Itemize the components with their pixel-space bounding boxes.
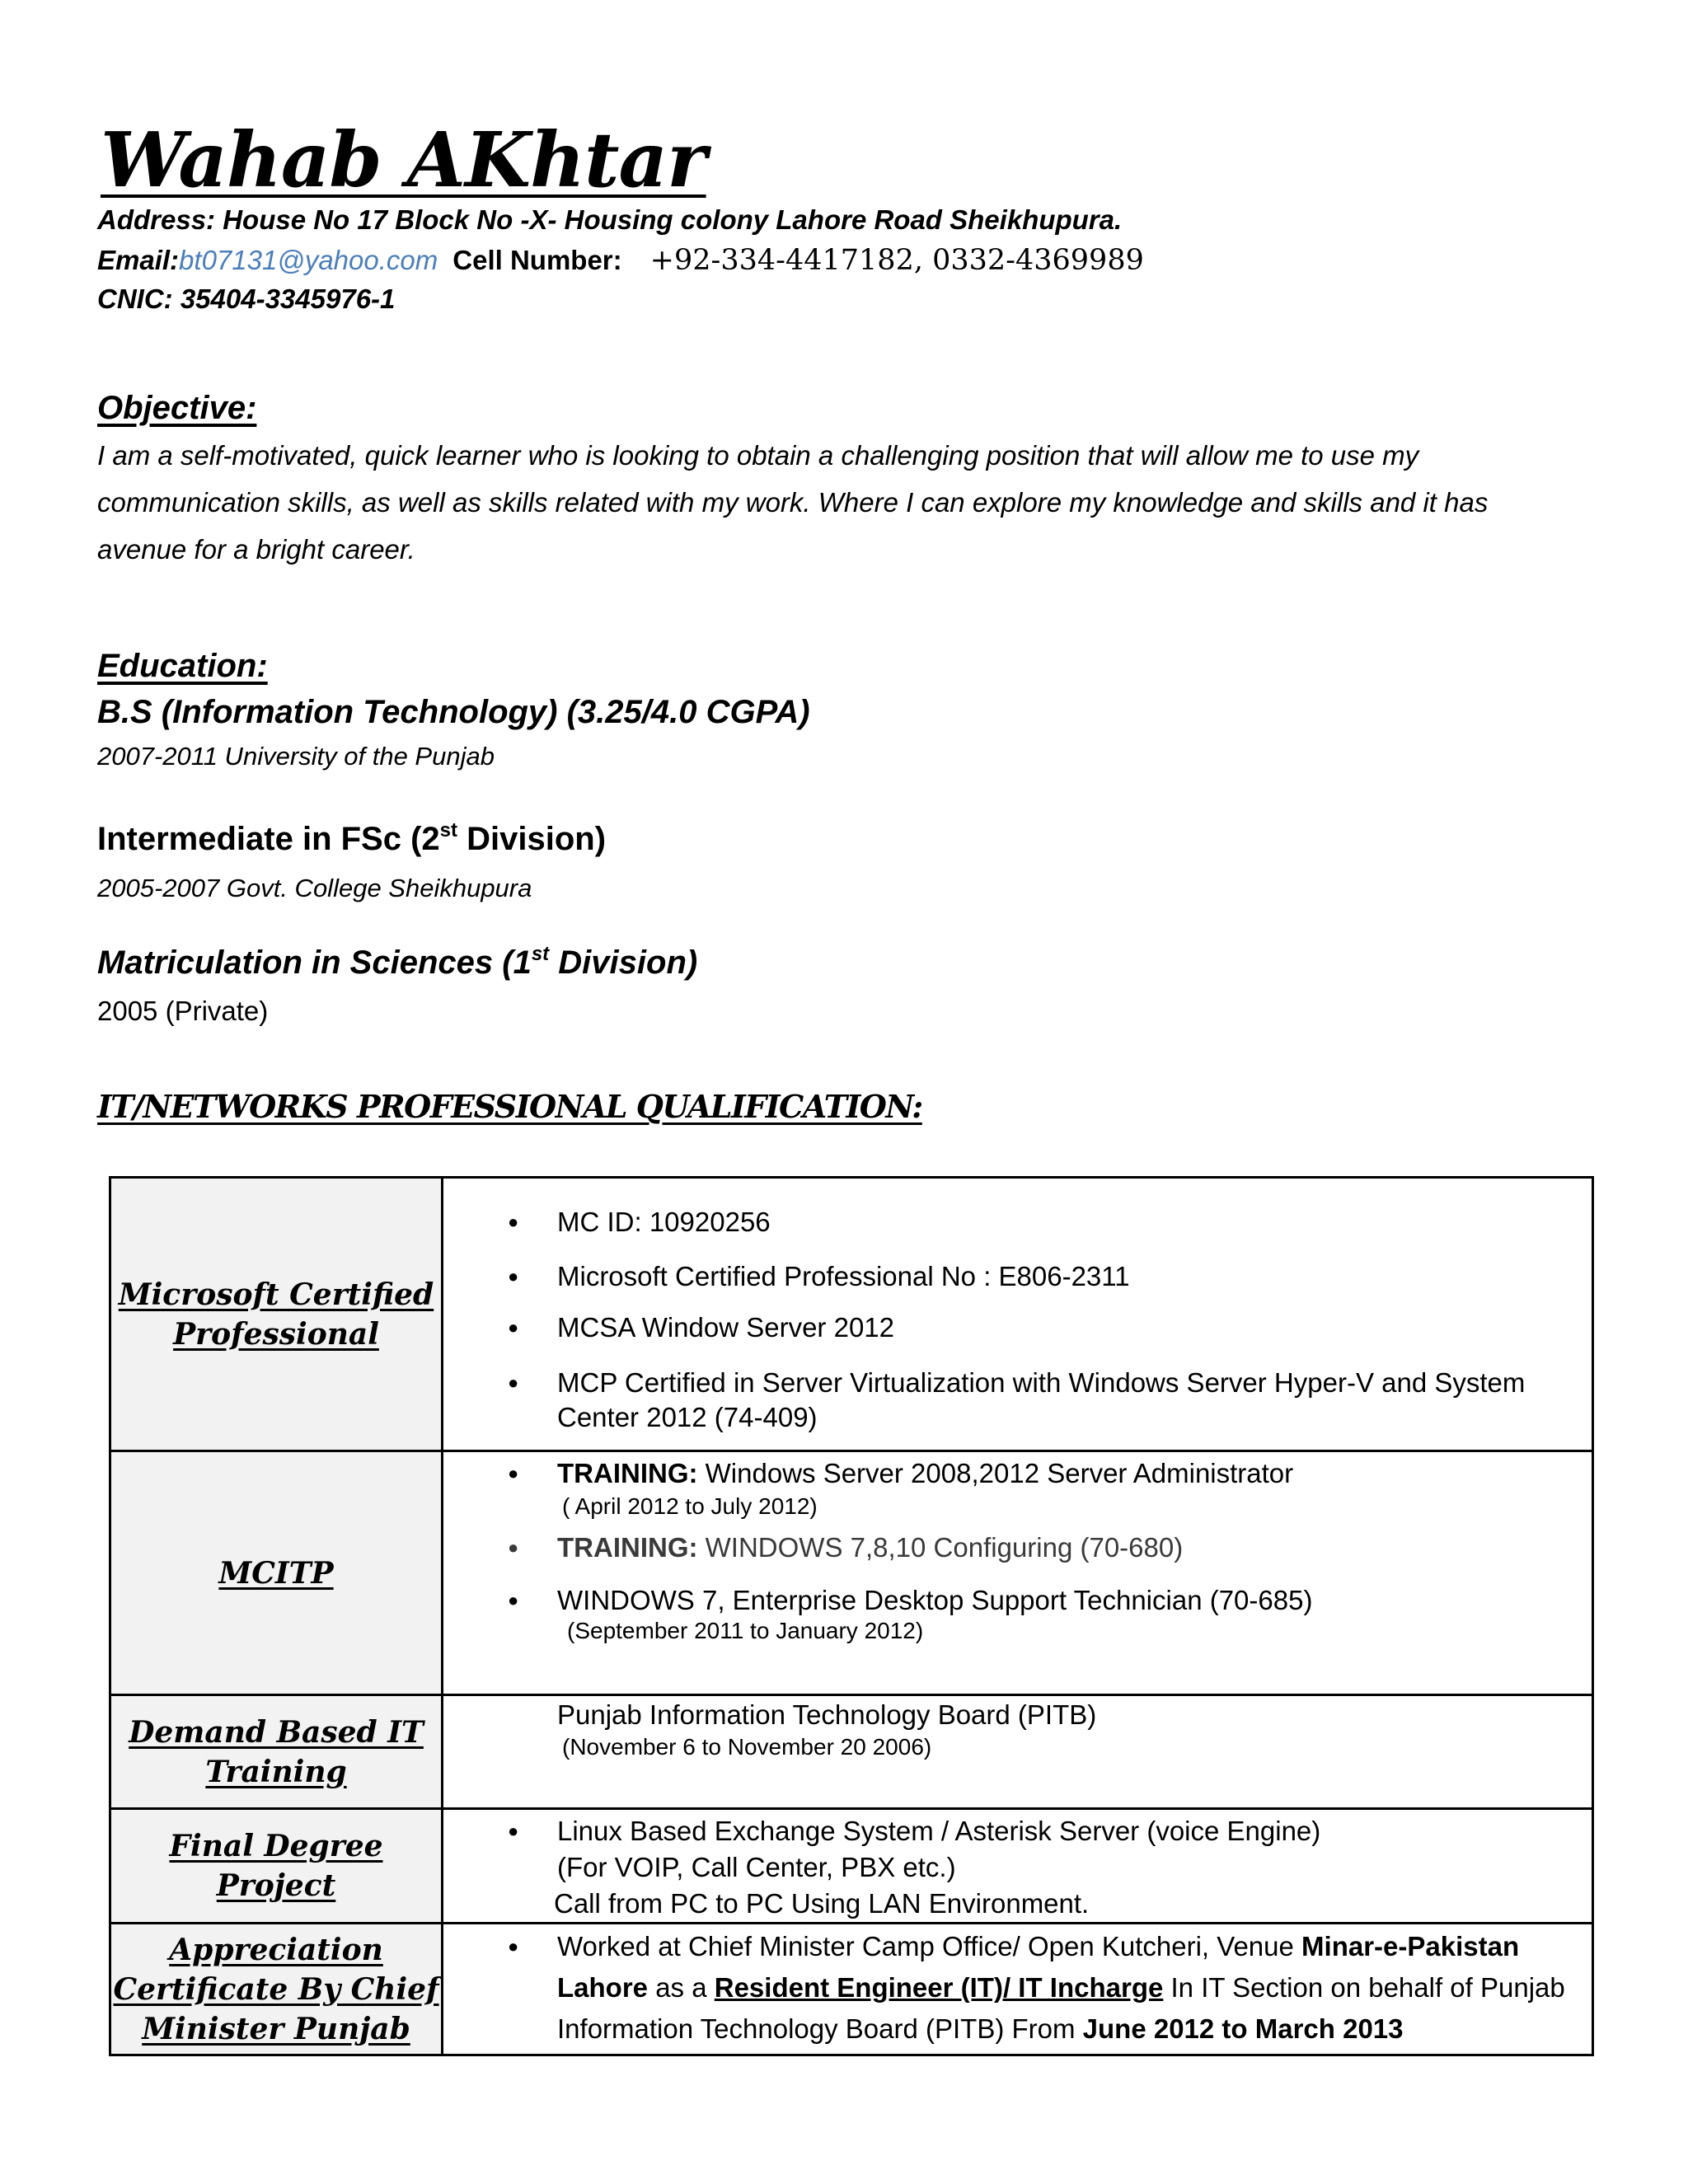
list-item: ● WINDOWS 7, Enterprise Desktop Support Technician (70-685) (September 2011 to January 2012)	[443, 1584, 1580, 1645]
candidate-name: Wahab AKhtar	[101, 115, 706, 204]
list-item: ● MC ID: 10920256	[443, 1206, 1580, 1239]
row-content-demand-training	[443, 1695, 1593, 1809]
row-label-demand-training: Demand Based IT Training	[110, 1695, 443, 1809]
qualification-heading: IT/NETWORKS PROFESSIONAL QUALIFICATION:	[97, 1088, 922, 1125]
project-detail-line: Call from PC to PC Using LAN Environment.	[554, 1888, 1090, 1919]
table-row	[110, 1451, 1593, 1695]
contact-line	[97, 244, 1144, 277]
cell-number: +92-334-4417182, 0332-4369989	[649, 244, 1144, 277]
project-detail-line: (For VOIP, Call Center, PBX etc.)	[557, 1852, 956, 1882]
education-heading: Education:	[97, 648, 268, 684]
email-label: Email:	[97, 245, 180, 275]
table-row	[110, 1695, 1593, 1809]
intermediate-title: Intermediate in FSc (2st Division)	[97, 819, 607, 857]
list-item: ● Worked at Chief Minister Camp Office/ Open Kutcheri, Venue Minar-e-Pakistan Lahore as a Resident Engineer (IT)/ IT Incharge In IT Section on behalf of Punjab Information Technology Board (PITB) From June 2012 to March 2013	[443, 1926, 1580, 2050]
list-item: ● Linux Based Exchange System / Asterisk Server (voice Engine)	[443, 1813, 1580, 1849]
bs-degree-detail: 2007-2011 University of the Punjab	[97, 742, 495, 771]
objective-text: I am a self-motivated, quick learner who is looking to obtain a challenging position that will allow me to use my communication skills, as well as skills related with my work. Where I can explore my knowledge and skills and it has avenue for a bright career.	[97, 440, 1489, 565]
list-item: ● TRAINING: Windows Server 2008,2012 Server Administrator ( April 2012 to July 2012)	[443, 1455, 1580, 1521]
table-row	[110, 1178, 1593, 1451]
cnic-line: CNIC: 35404-3345976-1	[97, 284, 396, 314]
row-content-final-project	[443, 1809, 1593, 1924]
training-dates: (November 6 to November 20 2006)	[562, 1734, 932, 1760]
row-label-mcitp: MCITP	[110, 1451, 443, 1695]
cell-label: Cell Number:	[452, 245, 622, 275]
address-line: Address: House No 17 Block No -X- Housing colony Lahore Road Sheikhupura.	[97, 204, 1123, 235]
list-item: ● TRAINING: WINDOWS 7,8,10 Configuring (70-680)	[443, 1530, 1580, 1566]
list-item: ● MCSA Window Server 2012	[443, 1311, 1580, 1344]
objective-heading: Objective:	[97, 390, 257, 426]
intermediate-detail: 2005-2007 Govt. College Sheikhupura	[97, 874, 532, 902]
row-label-mcp: Microsoft Certified Professional	[110, 1178, 443, 1451]
list-item: ● Microsoft Certified Professional No : E806-2311	[443, 1260, 1580, 1293]
table-row	[110, 1924, 1593, 2055]
list-item: ● MCP Certified in Server Virtualization with Windows Server Hyper-V and System Center 2012 (74-409)	[443, 1366, 1580, 1435]
table-row	[110, 1809, 1593, 1924]
row-label-final-project: Final Degree Project	[110, 1809, 443, 1924]
matriculation-detail: 2005 (Private)	[97, 996, 269, 1026]
matriculation-title: Matriculation in Sciences (1st Division)	[97, 943, 698, 981]
qualification-table	[109, 1176, 1594, 2056]
row-content-mcitp	[443, 1451, 1593, 1695]
row-content-mcp	[443, 1178, 1593, 1451]
row-content-appreciation	[443, 1924, 1593, 2055]
row-label-appreciation: Appreciation Certificate By Chief Minister Punjab	[110, 1924, 443, 2055]
bs-degree-title: B.S (Information Technology) (3.25/4.0 CGPA)	[97, 694, 810, 730]
email-link[interactable]: bt07131@yahoo.com	[179, 245, 438, 275]
pitb-line: Punjab Information Technology Board (PITB)	[557, 1699, 1097, 1730]
